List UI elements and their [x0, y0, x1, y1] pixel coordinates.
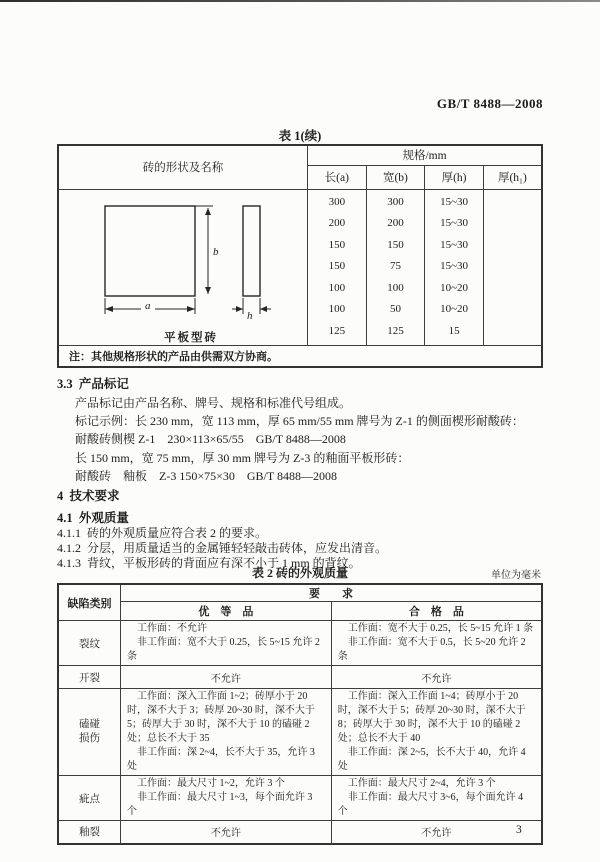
spec-value: 10~20: [440, 303, 469, 316]
requirement-line: 工作面：最大尺寸 1~2，允许 3 个: [137, 778, 285, 789]
section-4-heading: 4 技术要求: [57, 489, 120, 503]
spec-value: 200: [328, 217, 346, 230]
clause-4-1-1: 4.1.1 砖的外观质量应符合表 2 的要求。: [57, 526, 268, 540]
table2-header-premium-grade: 优 等 品: [121, 602, 332, 621]
split-qualified-requirement: 不允许: [331, 666, 542, 689]
table1-header-width: 宽(b): [366, 165, 425, 189]
table1-title: 表 1(续): [278, 129, 322, 143]
standard-code: GB/T 8488—2008: [436, 96, 543, 111]
marking-composition-text: 产品标记由产品名称、牌号、规格和标准代号组成。: [75, 396, 352, 410]
spec-value: 200: [387, 217, 404, 230]
crack-qualified-requirement: [331, 621, 542, 666]
requirement-line: 非工作面：深 2~5，长不大于 40，允许 4 处: [337, 747, 526, 772]
table1-col-h1-values: [483, 189, 542, 345]
table2-title: 表 2 砖的外观质量: [251, 566, 348, 580]
scan-edge-line: [0, 0, 600, 2]
brick-diagram-caption: 平板型砖: [164, 331, 218, 344]
table1-col-a-values: [308, 189, 367, 345]
table1-note: 注：其他规格形状的产品由供需双方协商。: [58, 345, 542, 367]
defect-label-spot: 疵点: [58, 776, 121, 821]
table2: [57, 583, 543, 845]
clause-4-1-2: 4.1.2 分层，用质量适当的金属锤轻轻敲击砖体，应发出清音。: [57, 541, 388, 555]
spec-value: 150: [328, 238, 346, 251]
section-3-3-heading: 3.3 产品标记: [57, 377, 129, 391]
glaze-crack-qualified-requirement: 不允许: [331, 821, 542, 844]
spec-value: 125: [328, 324, 346, 337]
table2-unit-note: 单位为毫米: [491, 570, 541, 581]
spec-value: 10~20: [440, 281, 469, 294]
flat-brick-drawing: [91, 198, 291, 320]
requirement-line: 非工作面：最大尺寸 3~6，每个面允许 4 个: [337, 792, 524, 817]
brick-diagram-cell: [58, 189, 308, 345]
spec-value: 75: [389, 260, 401, 273]
table2-caption-row: [57, 564, 543, 580]
spec-value: 300: [328, 196, 346, 209]
dim-b-label: b: [213, 245, 219, 258]
requirement-line: 工作面：不允许: [137, 623, 207, 634]
marking-example-1: 耐酸砖侧楔 Z-1 230×113×65/55 GB/T 8488—2008: [75, 432, 346, 446]
table1-header-shape: 砖的形状及名称: [58, 145, 308, 189]
marking-example-2: 耐酸砖 釉板 Z-3 150×75×30 GB/T 8488—2008: [75, 469, 337, 483]
section-4-1-heading: 4.1 外观质量: [57, 511, 129, 525]
spot-qualified-requirement: [331, 776, 542, 821]
defect-label-crack: 裂纹: [58, 621, 121, 666]
table1-header-length: 长(a): [308, 165, 367, 189]
spec-value: 100: [328, 281, 346, 294]
defect-label-chipping-damage: [58, 689, 121, 776]
marking-example-intro-1: 标记示例：长 230 mm，宽 113 mm，厚 65 mm/55 mm 牌号为 Z-1 的侧面楔形耐酸砖：: [75, 414, 524, 428]
dim-a-label: a: [145, 299, 151, 312]
requirement-line: 工作面：宽不大于 0.25，长 5~15 允许 1 条: [347, 623, 534, 634]
table2-header-defect-category: 缺陷类别: [58, 584, 121, 621]
brick-diagram: [91, 198, 291, 345]
dim-h-label: h: [247, 309, 253, 320]
table1-header-thickness-h1: 厚(h₁): [483, 165, 542, 189]
requirement-line: 非工作面：宽不大于 0.5，长 5~20 允许 2 条: [337, 637, 526, 662]
spot-premium-requirement: [121, 776, 332, 821]
spec-value: 300: [387, 196, 404, 209]
glaze-crack-premium-requirement: 不允许: [121, 821, 332, 844]
page-number: 3: [516, 824, 522, 836]
spec-value: 50: [389, 303, 401, 316]
defect-label-split: 开裂: [58, 666, 121, 689]
requirement-line: 工作面：深入工作面 1~2；砖厚小于 20 时，深不大于 3；砖厚 20~30 时，深不大于 5；砖厚大于 30 时，深不大于 10 的磕碰 2 处；总长不大于 35: [127, 691, 315, 744]
chipping-premium-requirement: [121, 689, 332, 776]
table1: [57, 144, 543, 368]
requirement-line: 非工作面：宽不大于 0.25，长 5~15 允许 2 条: [127, 637, 320, 662]
crack-premium-requirement: [121, 621, 332, 666]
spec-value: 15~30: [440, 260, 469, 273]
marking-example-intro-2: 长 150 mm，宽 75 mm，厚 30 mm 牌号为 Z-3 的釉面平板形砖：: [75, 451, 410, 465]
spec-value: 100: [387, 281, 404, 294]
requirement-line: 非工作面：最大尺寸 1~3，每个面允许 3 个: [127, 792, 313, 817]
chipping-qualified-requirement: [331, 689, 542, 776]
table2-header-requirement: 要 求: [121, 584, 543, 602]
table1-col-h-values: [425, 189, 484, 345]
table1-header-thickness: 厚(h): [425, 165, 484, 189]
split-premium-requirement: 不允许: [121, 666, 332, 689]
defect-label-text: 磕碰损伤: [79, 719, 100, 744]
clause-4-1-3: 4.1.3 背纹，平板形砖的背面应有深不小于 1 mm 的背纹。: [57, 556, 361, 570]
table1-header-spec-group: 规格/mm: [308, 145, 543, 165]
spec-value: 15~30: [440, 217, 469, 230]
spec-value: 15~30: [440, 238, 469, 251]
spec-value: 150: [328, 260, 346, 273]
spec-value: 150: [387, 238, 404, 251]
spec-value: 125: [387, 324, 404, 337]
table1-col-b-values: [366, 189, 425, 345]
defect-label-glaze-crack: 釉裂: [58, 821, 121, 844]
spec-value: 15: [448, 324, 460, 337]
requirement-line: 工作面：深入工作面 1~4；砖厚小于 20 时，深不大于 5；砖厚 20~30 时，深不大于 8；砖厚大于 30 时，深不大于 10 的磕碰 2 处；总长不大于 40: [337, 691, 526, 744]
requirement-line: 工作面：最大尺寸 2~4，允许 3 个: [347, 778, 496, 789]
table2-header-qualified-grade: 合 格 品: [331, 602, 542, 621]
spec-value: 15~30: [440, 196, 469, 209]
requirement-line: 非工作面：深 2~4，长不大于 35，允许 3 处: [127, 747, 315, 772]
spec-value: 100: [328, 303, 346, 316]
